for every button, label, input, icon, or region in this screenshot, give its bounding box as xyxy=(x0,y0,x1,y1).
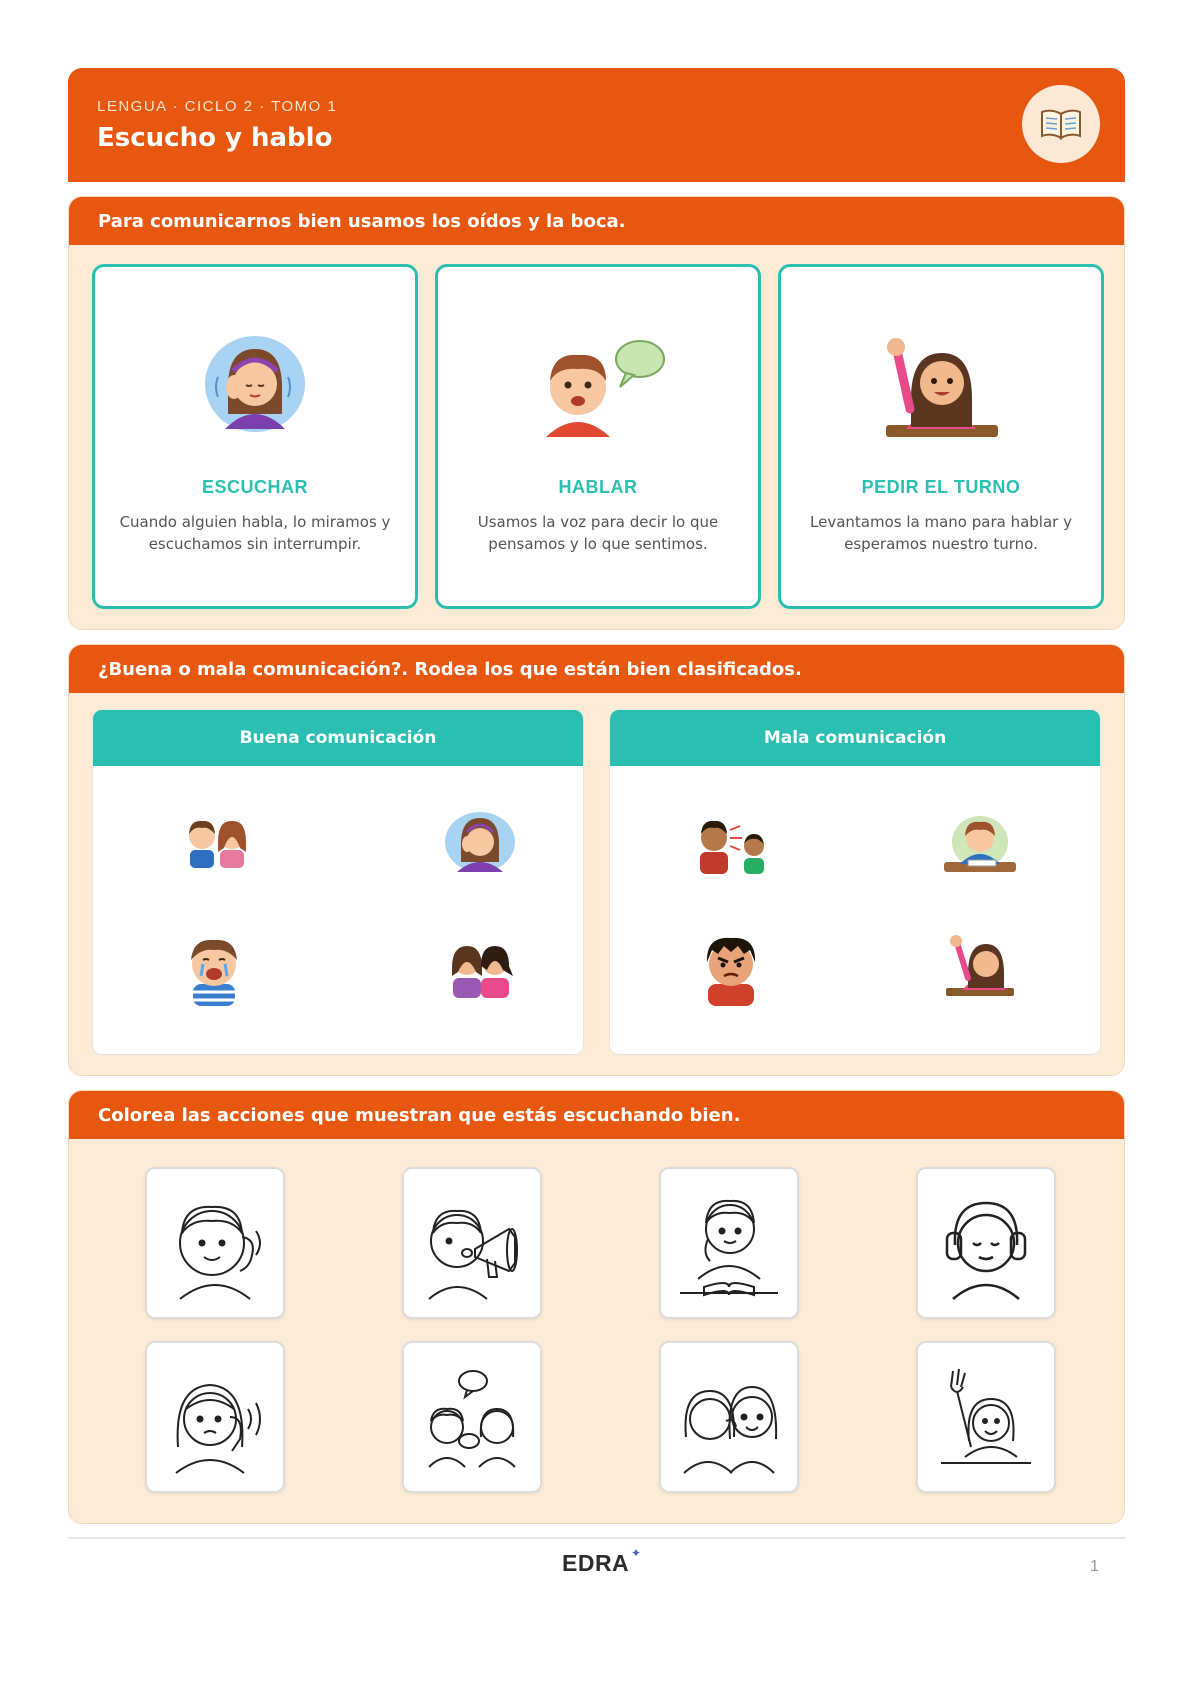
card-description: Cuando alguien habla, lo miramos y escuchamos sin interrumpir. xyxy=(119,513,391,553)
coloring-tile-girl-whispering[interactable] xyxy=(659,1341,799,1493)
coloring-tile-boy-hand-to-ear[interactable] xyxy=(145,1167,285,1319)
section-classification xyxy=(68,644,1125,1076)
girl-raising-hand-small-icon[interactable] xyxy=(940,930,1020,1010)
card-description: Usamos la voz para decir lo que pensamos y lo que sentimos. xyxy=(477,513,719,553)
boy-reading-at-desk-icon[interactable] xyxy=(940,810,1020,890)
brand-logo: EDRA xyxy=(562,1550,630,1576)
panel-buena-comunicacion xyxy=(92,709,584,1055)
card-escuchar xyxy=(92,264,418,609)
coloring-tile-girl-raising-hand[interactable] xyxy=(916,1341,1056,1493)
girls-whispering-icon[interactable] xyxy=(443,936,523,1016)
coloring-tile-boy-with-megaphone[interactable] xyxy=(402,1167,542,1319)
card-title: PEDIR EL TURNO xyxy=(861,477,1021,497)
panel-header: Mala comunicación xyxy=(610,710,1100,766)
page-number: 1 xyxy=(1090,1558,1099,1575)
coloring-tile-girl-listening[interactable] xyxy=(145,1341,285,1493)
two-children-talking-icon[interactable] xyxy=(178,812,258,892)
panel-header: Buena comunicación xyxy=(93,710,583,766)
girl-raising-hand-icon xyxy=(781,329,1101,449)
footer-divider xyxy=(68,1537,1125,1539)
brand-star-icon: ✦ xyxy=(631,1546,642,1560)
section-communication-basics xyxy=(68,196,1125,630)
coloring-tile-child-with-headphones[interactable] xyxy=(916,1167,1056,1319)
card-description: Levantamos la mano para hablar y esperamos nuestro turno. xyxy=(810,513,1072,553)
section-heading: Colorea las acciones que muestran que estás escuchando bien. xyxy=(69,1091,1124,1139)
section-coloring xyxy=(68,1090,1125,1524)
course-kicker: LENGUA · CICLO 2 · TOMO 1 xyxy=(97,98,338,115)
girl-listening-small-icon[interactable] xyxy=(443,810,523,890)
children-shouting-icon[interactable] xyxy=(694,812,774,892)
boy-crying-icon[interactable] xyxy=(181,932,261,1012)
page-title: Escucho y hablo xyxy=(97,123,333,153)
page-header xyxy=(68,68,1125,182)
card-pedir-el-turno xyxy=(778,264,1104,609)
angry-boy-icon[interactable] xyxy=(698,932,778,1012)
card-hablar xyxy=(435,264,761,609)
section-heading: ¿Buena o mala comunicación?. Rodea los que están bien clasificados. xyxy=(69,645,1124,693)
coloring-tile-boy-reading-book[interactable] xyxy=(659,1167,799,1319)
panel-mala-comunicacion xyxy=(609,709,1101,1055)
section-heading: Para comunicarnos bien usamos los oídos y la boca. xyxy=(69,197,1124,245)
girl-listening-icon xyxy=(95,329,415,449)
boy-speaking-icon xyxy=(438,329,758,449)
open-book-icon xyxy=(1022,85,1100,163)
coloring-tile-two-children-conversing[interactable] xyxy=(402,1341,542,1493)
card-title: HABLAR xyxy=(558,477,638,497)
card-title: ESCUCHAR xyxy=(201,477,308,497)
